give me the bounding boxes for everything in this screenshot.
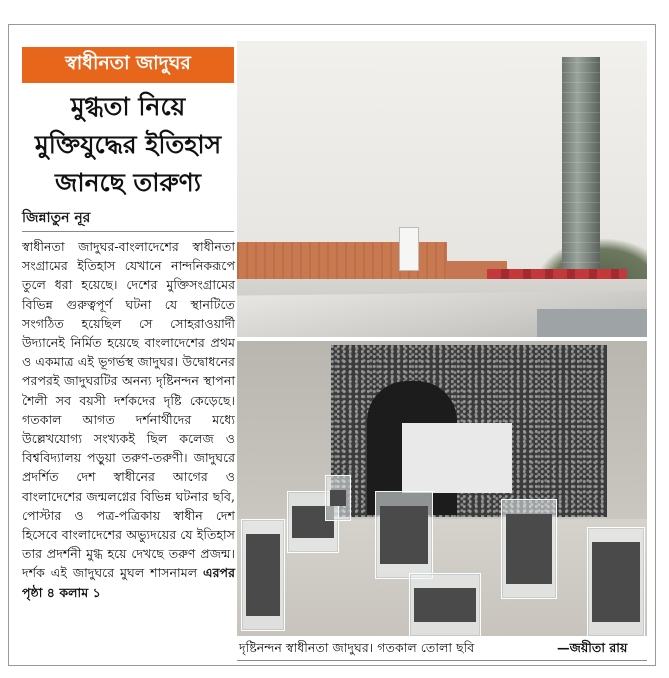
article-body xyxy=(22,237,235,602)
photo-credit: —জয়ীতা রায় xyxy=(557,640,628,655)
headline xyxy=(22,88,234,202)
headline-line-3: জানছে তারুণ্য xyxy=(55,168,201,197)
byline-divider xyxy=(22,231,234,232)
article-body-text: স্বাধীনতা জাদুঘর-বাংলাদেশের স্বাধীনতা সংগ্রামের ইতিহাস যেখানে নান্দনিকরূপে তুলে ধরা হয়েছে। দেশের মুক্তিসংগ্রামের বিভিন্ন গুরুত্বপূর্ণ ঘটনা যে স্থানটিতে সংগঠিত হয়েছিল সে সোহরাওয়ার্দী উদ্যানেই নির্মিত হয়েছে বাংলাদেশের প্রথম ও একমাত্র এই ভূগর্ভস্থ জাদুঘর। উদ্বোধনের পরপরই জাদুঘরটির অনন্য দৃষ্টিনন্দন স্থাপনা শৈলী সব বয়সী দর্শকদের দৃষ্টি কেড়েছে। গতকাল আগত দর্শনার্থীদের মধ্যে উল্লেখযোগ্য সংখ্যকই ছিল কলেজ ও বিশ্ববিদ্যালয় পড়ুয়া তরুণ-তরুণী। জাদুঘরে প্রদর্শিত দেশ স্বাধীনের আগের ও বাংলাদেশের জন্মলগ্নের বিভিন্ন ঘটনার ছবি, পোস্টার ও পত্র-পত্রিকায় স্বাধীন দেশ হিসেবে বাংলাদেশের অভ্যুদয়ের যে ইতিহাস তার প্রদর্শনী মুগ্ধ হয়ে দেখছে তরুণ প্রজন্ম। দর্শক এই জাদুঘরে মুঘল শাসনামল xyxy=(22,239,235,581)
photo-museum-gallery xyxy=(237,341,647,636)
water-pool xyxy=(537,309,647,337)
headline-line-2: মুক্তিযুদ্ধের ইতিহাস xyxy=(34,130,222,159)
podium xyxy=(402,423,512,493)
display-case xyxy=(325,475,351,521)
headline-line-1: মুগ্ধতা নিয়ে xyxy=(70,92,186,121)
section-tag: স্বাধীনতা জাদুঘর xyxy=(22,47,234,83)
display-case xyxy=(375,491,433,579)
photo-independence-tower xyxy=(237,41,647,337)
display-case xyxy=(241,519,285,631)
glass-tower xyxy=(562,57,600,283)
byline: জিন্নাতুন নূর xyxy=(22,210,91,226)
caption-divider xyxy=(237,660,647,661)
display-case xyxy=(501,499,557,599)
continuation-note[interactable]: এরপর পৃষ্ঠা ৪ কলাম ১ xyxy=(22,565,235,600)
display-case xyxy=(587,527,645,636)
display-case xyxy=(409,573,481,636)
photo-caption: দৃষ্টিনন্দন স্বাধীনতা জাদুঘর। গতকাল তোলা ছবি xyxy=(239,640,475,655)
signboard xyxy=(399,227,419,271)
